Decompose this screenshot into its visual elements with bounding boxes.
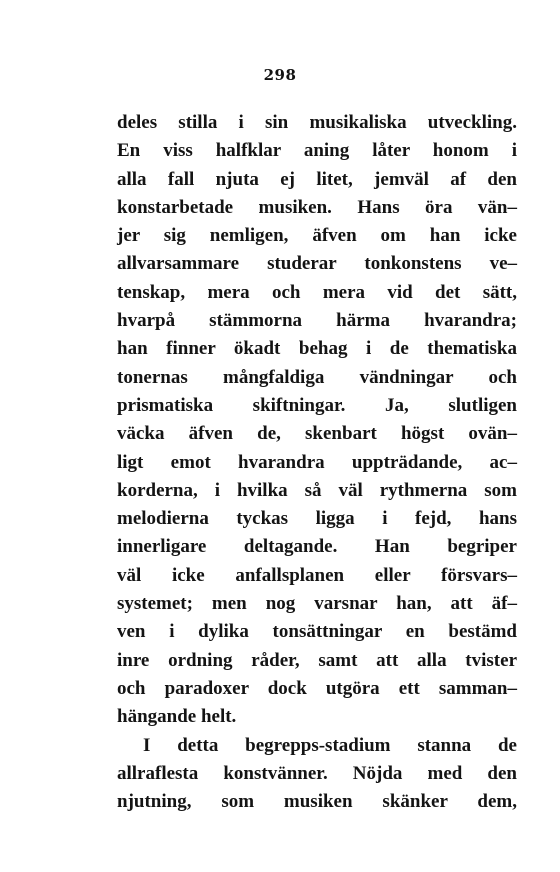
text-line: njutning, som musiken skänker dem, bbox=[117, 791, 517, 813]
text-line: jer sig nemligen, äfven om han icke bbox=[117, 225, 517, 247]
text-line: han finner ökadt behag i de thematiska bbox=[117, 338, 517, 360]
text-line: konstarbetade musiken. Hans öra vän– bbox=[117, 196, 517, 218]
text-line: tenskap, mera och mera vid det sätt, bbox=[117, 281, 517, 303]
text-line: deles stilla i sin musikaliska utveckling. bbox=[117, 112, 517, 133]
body-text bbox=[117, 109, 517, 816]
page-number: 298 bbox=[263, 66, 297, 84]
text-line: korderna, i hvilka så väl rythmerna som bbox=[117, 479, 517, 501]
text-line: prismatiska skiftningar. Ja, slutligen bbox=[117, 394, 517, 416]
text-line: hängande helt. bbox=[117, 706, 237, 728]
text-line: systemet; men nog varsnar han, att äf– bbox=[117, 593, 517, 615]
text-line: I detta begrepps-stadium stanna de bbox=[143, 734, 517, 756]
text-line: väcka äfven de, skenbart högst ovän– bbox=[117, 423, 517, 445]
text-line: inre ordning råder, samt att alla tvister bbox=[117, 649, 517, 671]
text-line: hvarpå stämmorna härma hvarandra; bbox=[117, 310, 517, 332]
paragraph-1 bbox=[117, 109, 517, 732]
text-line: innerligare deltagande. Han begriper bbox=[117, 536, 517, 558]
text-line: allvarsammare studerar tonkonstens ve– bbox=[117, 253, 517, 275]
text-line: och paradoxer dock utgöra ett samman– bbox=[117, 677, 517, 699]
text-line: alla fall njuta ej litet, jemväl af den bbox=[117, 168, 517, 190]
paragraph-2 bbox=[117, 732, 517, 817]
text-line: allraflesta konstvänner. Nöjda med den bbox=[117, 762, 517, 784]
text-line: ven i dylika tonsättningar en bestämd bbox=[117, 621, 517, 643]
text-line: En viss halfklar aning låter honom i bbox=[117, 140, 517, 162]
text-line: melodierna tyckas ligga i fejd, hans bbox=[117, 508, 517, 530]
text-line: väl icke anfallsplanen eller försvars– bbox=[117, 564, 517, 586]
text-line: ligt emot hvarandra uppträdande, ac– bbox=[117, 451, 517, 473]
text-line: tonernas mångfaldiga vändningar och bbox=[117, 366, 517, 388]
